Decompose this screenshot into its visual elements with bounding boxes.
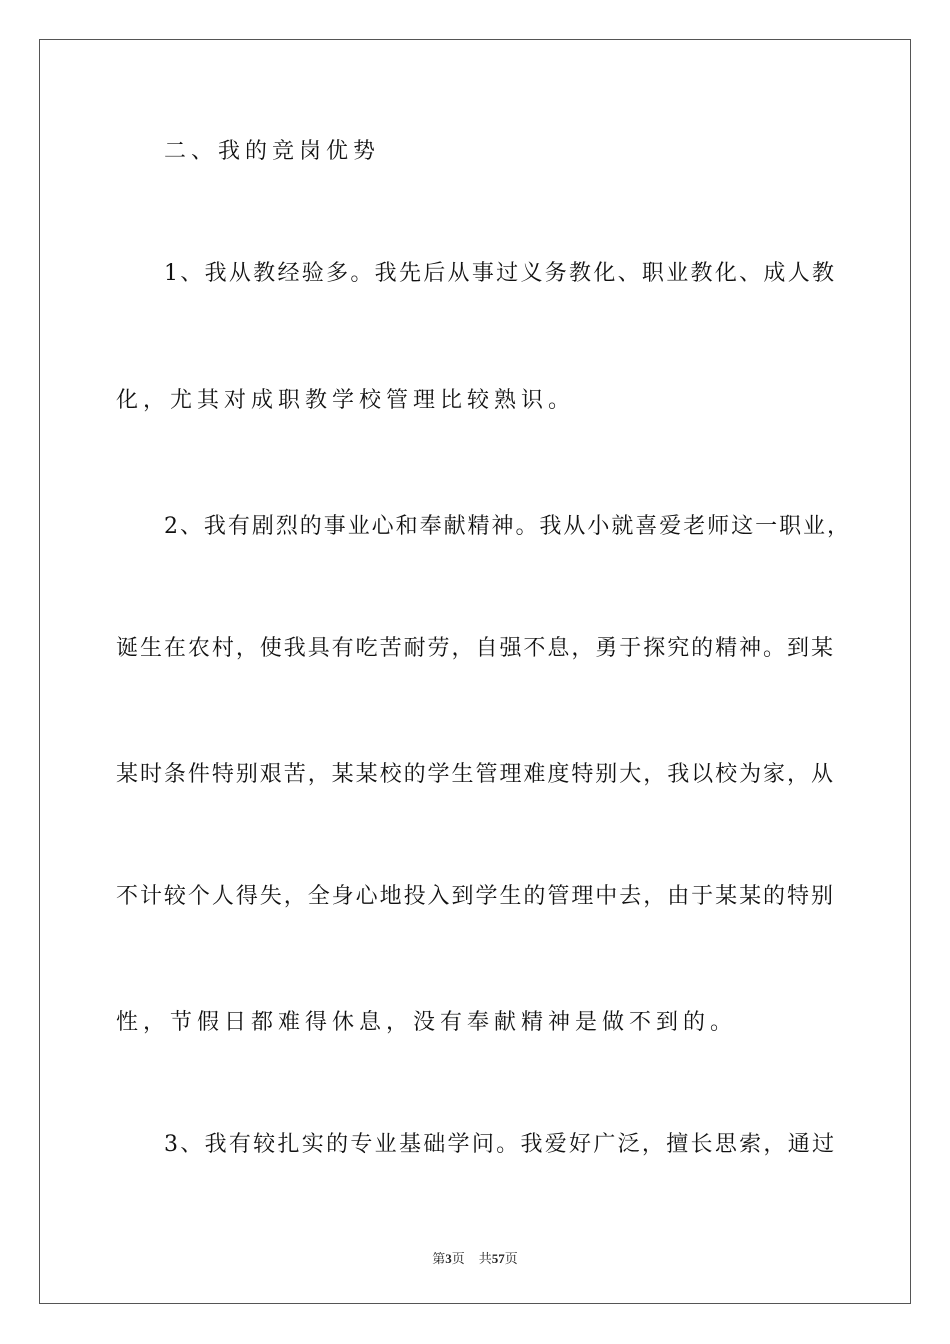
total-prefix: 共: [478, 1251, 492, 1266]
page-suffix: 页: [451, 1251, 465, 1266]
total-suffix: 页: [504, 1251, 518, 1266]
paragraph-2-line-3: 某时条件特别艰苦，某某校的学生管理难度特别大，我以校为家，从: [116, 762, 833, 787]
total-pages: 57: [491, 1251, 505, 1266]
paragraph-1-line-1: 1、我从教经验多。我先后从事过义务教化、职业教化、成人教: [164, 261, 834, 286]
paragraph-2-line-4: 不计较个人得失，全身心地投入到学生的管理中去，由于某某的特别: [116, 884, 833, 909]
section-heading: 二、我的竞岗优势: [164, 139, 381, 164]
page-frame: [39, 39, 911, 1304]
paragraph-3-line-1: 3、我有较扎实的专业基础学问。我爱好广泛，擅长思索，通过: [164, 1132, 834, 1157]
paragraph-2-line-1: 2、我有剧烈的事业心和奉献精神。我从小就喜爱老师这一职业，: [164, 514, 849, 539]
page-footer: [0, 1248, 950, 1267]
paragraph-1-line-2: 化，尤其对成职教学校管理比较熟识。: [116, 388, 576, 413]
page-number: 3: [445, 1251, 452, 1266]
paragraph-2-line-2: 诞生在农村，使我具有吃苦耐劳，自强不息，勇于探究的精神。到某: [116, 636, 833, 661]
page-prefix: 第: [432, 1251, 446, 1266]
paragraph-2-line-5: 性，节假日都难得休息，没有奉献精神是做不到的。: [116, 1010, 738, 1035]
